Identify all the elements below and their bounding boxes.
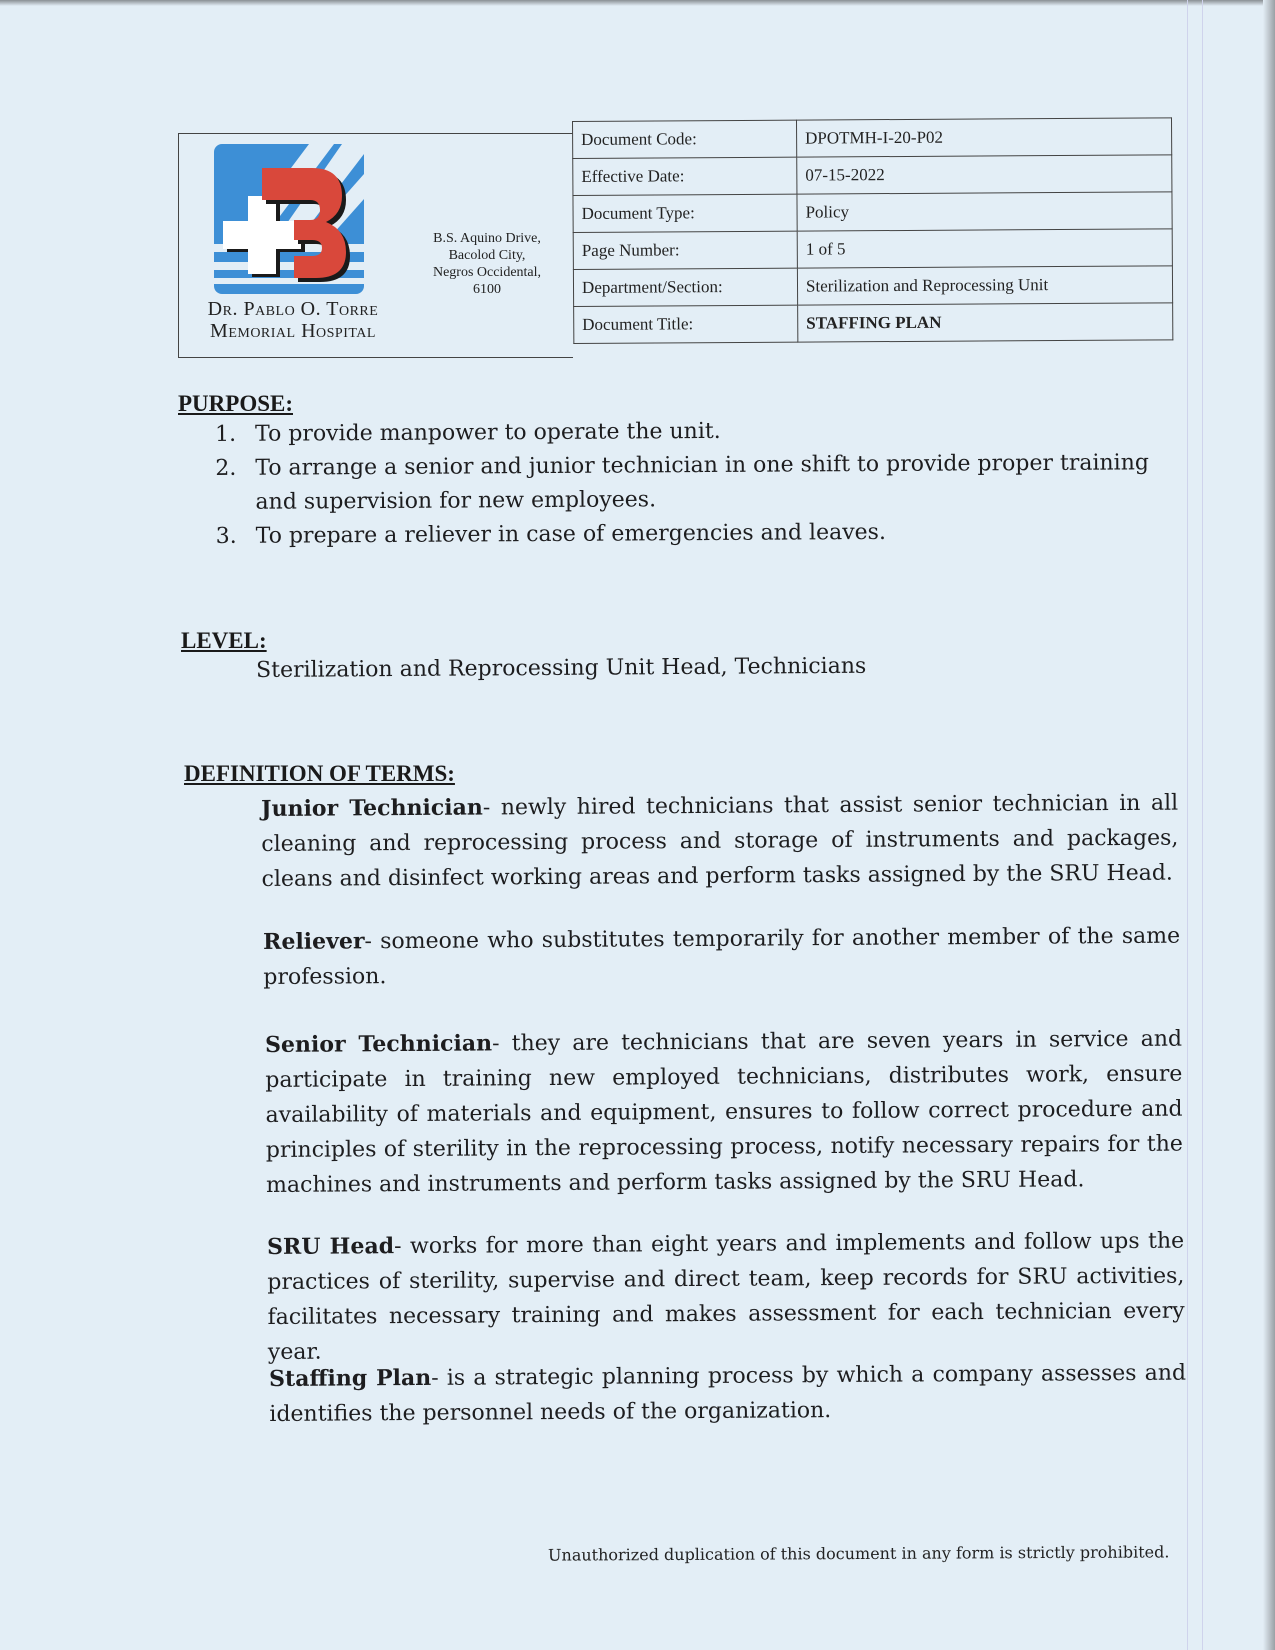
purpose-item-number: 3. xyxy=(215,523,237,549)
info-row-document-code xyxy=(573,118,1172,159)
info-label: Document Type: xyxy=(573,194,797,232)
info-row-effective-date xyxy=(573,155,1172,196)
definition-text: - newly hired technicians that assist senior technician in all cleaning and reprocessing process and storage of instruments and packages, cleans and disinfect working areas and perform tasks assigned by the SRU Head. xyxy=(261,790,1179,892)
info-row-page-number xyxy=(573,229,1172,270)
definition-reliever xyxy=(263,919,1180,995)
hospital-name-line2: Memorial Hospital xyxy=(210,320,376,342)
info-value: DPOTMH-I-20-P02 xyxy=(796,118,1171,157)
info-label: Department/Section: xyxy=(573,268,797,306)
definitions-heading: DEFINITION OF TERMS: xyxy=(184,761,455,786)
address-line: B.S. Aquino Drive, xyxy=(433,231,541,246)
purpose-item-number: 2. xyxy=(215,455,237,481)
page-edge-top xyxy=(0,0,1275,6)
address-line: Bacolod City, xyxy=(448,248,526,263)
definition-term: Junior Technician xyxy=(261,794,483,822)
purpose-item xyxy=(216,514,1176,554)
page-edge-right xyxy=(1263,0,1275,1650)
info-value: STAFFING PLAN xyxy=(798,303,1173,342)
scan-line xyxy=(1187,0,1188,1650)
definition-junior-technician xyxy=(261,786,1179,897)
hospital-name-line1: Dr. Pablo O. Torre xyxy=(207,298,379,320)
definition-text: - someone who substitutes temporarily for another member of the same profession. xyxy=(263,923,1181,990)
info-value: Policy xyxy=(797,192,1172,231)
info-label: Document Code: xyxy=(573,120,797,158)
info-row-document-type xyxy=(573,192,1172,233)
info-value: 07-15-2022 xyxy=(797,155,1172,194)
definition-text: - works for more than eight years and implements and follow ups the practices of sterility, supervise and direct team, keep records for SRU activities, facilitates necessary training and makes assessment for each technician every year. xyxy=(267,1228,1185,1365)
hospital-logo-icon xyxy=(214,144,374,299)
document-info-table xyxy=(572,117,1173,344)
info-value: Sterilization and Reprocessing Unit xyxy=(797,266,1172,305)
definition-term: Reliever xyxy=(263,928,365,955)
definition-term: SRU Head xyxy=(267,1233,395,1260)
address-line: 6100 xyxy=(473,282,501,297)
definition-senior-technician xyxy=(265,1022,1183,1203)
definition-term: Staffing Plan xyxy=(269,1364,432,1392)
purpose-item-text: To arrange a senior and junior technician in one shift to provide proper training and supervision for new employees. xyxy=(255,450,1149,515)
info-value: 1 of 5 xyxy=(797,229,1172,268)
info-row-document-title xyxy=(574,303,1173,344)
hospital-name xyxy=(193,298,393,342)
definition-staffing-plan xyxy=(269,1356,1186,1432)
hospital-address xyxy=(407,230,567,298)
purpose-item xyxy=(215,446,1175,520)
purpose-item-text: To prepare a reliever in case of emergencies and leaves. xyxy=(255,519,886,549)
header-logo-block xyxy=(178,133,573,358)
info-label: Effective Date: xyxy=(573,157,797,195)
definition-term: Senior Technician xyxy=(265,1030,493,1058)
purpose-item-text: To provide manpower to operate the unit. xyxy=(255,418,721,447)
purpose-list xyxy=(215,412,1176,554)
info-row-department xyxy=(573,266,1172,307)
footer-notice: Unauthorized duplication of this document in any form is strictly prohibited. xyxy=(547,1542,1170,1565)
info-label: Document Title: xyxy=(574,305,798,343)
level-text: Sterilization and Reprocessing Unit Head, Technicians xyxy=(256,653,867,683)
definition-text: - they are technicians that are seven years in service and participate in training new employed technicians, distributes work, ensure availability of materials and equipment, ensures to follow correct procedure and principles of sterility in the reprocessing process, notify necessary repairs for the machines and instruments and perform tasks assigned by the SRU Head. xyxy=(265,1026,1183,1198)
address-line: Negros Occidental, xyxy=(432,265,542,280)
purpose-item-number: 1. xyxy=(215,421,237,447)
definition-text: - is a strategic planning process by which a company assesses and identifies the personnel needs of the organization. xyxy=(269,1360,1187,1427)
definition-sru-head xyxy=(267,1224,1185,1370)
level-heading: LEVEL: xyxy=(181,628,267,653)
info-label: Page Number: xyxy=(573,231,797,269)
purpose-heading: PURPOSE: xyxy=(178,391,293,416)
scan-line xyxy=(1202,0,1203,1650)
